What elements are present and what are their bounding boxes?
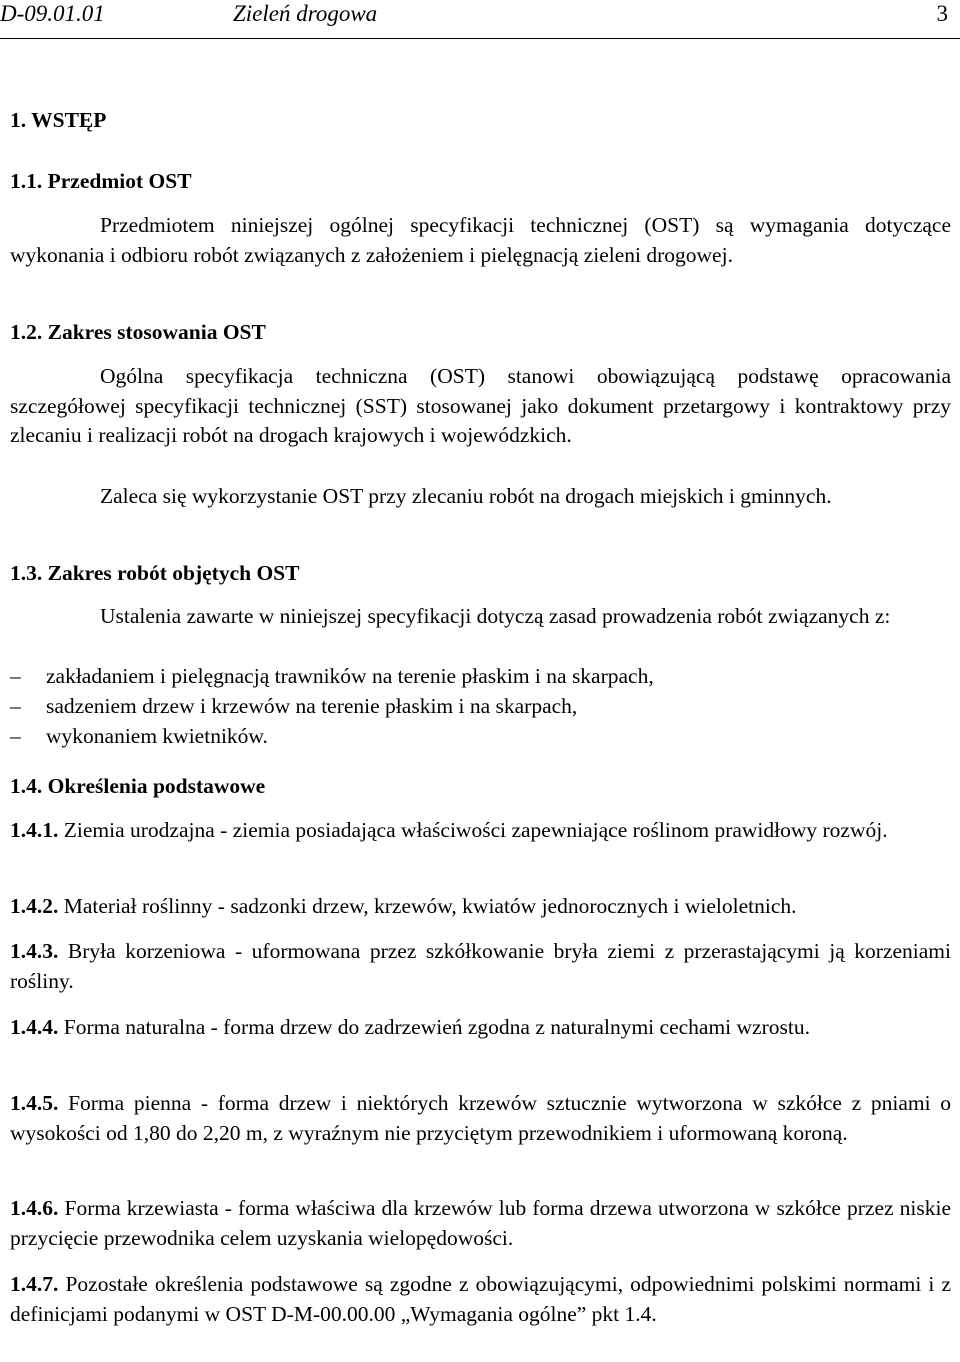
- page-header: [0, 0, 960, 39]
- definition-text: Pozostałe określenia podstawowe są zgodne z obowiązującymi, odpowiednimi polskimi normami i z definicjami podanymi w OST D-M-00.00.00 „Wymagania ogólne” pkt 1.4.: [10, 1272, 952, 1326]
- list-item-text: zakładaniem i pielęgnacją trawników na terenie płaskim i na skarpach,: [46, 664, 654, 688]
- definition-1-4-3: [10, 937, 951, 996]
- spec-code: D-09.01.01: [0, 1, 105, 26]
- page-number: 3: [936, 1, 948, 26]
- definition-text: Ziemia urodzajna - ziemia posiadająca właściwości zapewniające roślinom prawidłowy rozwój.: [63, 818, 888, 842]
- dash-bullet: –: [10, 664, 21, 688]
- definition-number: 1.4.4.: [10, 1015, 59, 1039]
- definition-text: Forma pienna - forma drzew i niektórych krzewów sztucznie wytworzona w szkółce z pniami o wysokości od 1,80 do 2,20 m, z wyraźnym nie przyciętym przewodnikiem i uformowaną koroną.: [10, 1091, 952, 1145]
- dash-bullet: –: [10, 694, 21, 718]
- subsection-heading-1-1: 1.1. Przedmiot OST: [10, 169, 192, 193]
- definition-number: 1.4.2.: [10, 894, 59, 918]
- list-item-text: wykonaniem kwietników.: [46, 724, 268, 748]
- paragraph-1-3-intro: Ustalenia zawarte w niniejszej specyfikacji dotyczą zasad prowadzenia robót związanych z:: [100, 604, 891, 628]
- definition-number: 1.4.6.: [10, 1196, 59, 1220]
- definition-1-4-5: [10, 1089, 951, 1148]
- definition-1-4-6: [10, 1194, 951, 1253]
- definition-text: Materiał roślinny - sadzonki drzew, krzewów, kwiatów jednorocznych i wieloletnich.: [63, 894, 797, 918]
- definition-1-4-4: [10, 1013, 951, 1043]
- list-item-text: sadzeniem drzew i krzewów na terenie płaskim i na skarpach,: [46, 694, 578, 718]
- section-heading-wstep: 1. WSTĘP: [10, 108, 107, 132]
- definition-1-4-2: [10, 892, 951, 922]
- subsection-heading-1-3: 1.3. Zakres robót objętych OST: [10, 561, 300, 585]
- definition-number: 1.4.5.: [10, 1091, 59, 1115]
- subsection-heading-1-2: 1.2. Zakres stosowania OST: [10, 320, 266, 344]
- subsection-heading-1-4: 1.4. Określenia podstawowe: [10, 774, 266, 798]
- definition-1-4-7: [10, 1270, 951, 1329]
- definition-1-4-1: [10, 816, 951, 846]
- definition-number: 1.4.7.: [10, 1272, 59, 1296]
- paragraph-1-2-a: Ogólna specyfikacja techniczna (OST) stanowi obowiązującą podstawę opracowania szczegółowej specyfikacji technicznej (SST) stosowanej jako dokument przetargowy i kontraktowy przy zlecaniu i realizacji robót na drogach krajowych i wojewódzkich.: [10, 364, 951, 448]
- paragraph-1-1: Przedmiotem niniejszej ogólnej specyfikacji technicznej (OST) są wymagania dotyczące wykonania i odbioru robót związanych z założeniem i pielęgnacją zieleni drogowej.: [10, 213, 951, 267]
- definition-number: 1.4.1.: [10, 818, 59, 842]
- definition-text: Forma krzewiasta - forma właściwa dla krzewów lub forma drzewa utworzona w szkółce przez niskie przycięcie przewodnika celem uzyskania wielopędowości.: [10, 1196, 952, 1250]
- definition-text: Forma naturalna - forma drzew do zadrzewień zgodna z naturalnymi cechami wzrostu.: [63, 1015, 810, 1039]
- paragraph-1-2-b: Zaleca się wykorzystanie OST przy zlecaniu robót na drogach miejskich i gminnych.: [100, 484, 832, 508]
- spec-title: Zieleń drogowa: [233, 1, 378, 26]
- definition-number: 1.4.3.: [10, 939, 59, 963]
- definition-text: Bryła korzeniowa - uformowana przez szkółkowanie bryła ziemi z przerastającymi ją korzeniami rośliny.: [10, 939, 952, 993]
- dash-bullet: –: [10, 724, 21, 748]
